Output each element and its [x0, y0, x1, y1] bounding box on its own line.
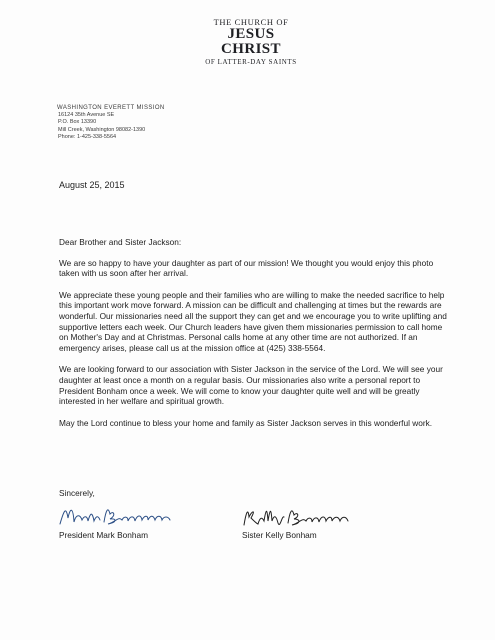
logo-line-3: OF LATTER-DAY SAINTS — [205, 58, 297, 66]
signature-kelly-bonham-graphic — [240, 503, 360, 529]
logo-line-2: JESUS CHRIST — [221, 26, 281, 57]
mission-phone: Phone: 1-425-338-5564 — [58, 133, 117, 140]
paragraph: We are looking forward to our association with Sister Jackson in the service of the Lord. We will see your daughter at least once a month on a regular basis. Our missionaries also write a personal report to President Bonham once a week. We will come to know your daughter quite well and will be greatly interested in her welfare and spiritual growth. — [59, 364, 443, 407]
salutation: Dear Brother and Sister Jackson: — [59, 237, 182, 247]
mission-name: WASHINGTON EVERETT MISSION — [57, 105, 165, 111]
paragraph: We appreciate these young people and their families who are willing to make the needed sacrifice to help this important work move forward. A mission can be difficult and challenging at times but the rewards are wonderful. Our missionaries need all the support they can get and we encourage you to write uplifting and supportive letters each week. Our Church leaders have given them missionaries permission to call home on Mother's Day and at Christmas. Personal calls home at any other time are not authorized. If an emergency arises, please call us at the mission office at (425) 338-5564. — [59, 289, 447, 353]
church-logo — [196, 17, 306, 67]
paragraph: We are so happy to have your daughter as part of our mission! We thought you would enjoy this photo taken with us soon after her arrival. — [59, 257, 434, 279]
signer-name-kelly: Sister Kelly Bonham — [242, 530, 317, 540]
logo-line-1: THE CHURCH OF — [213, 17, 289, 27]
mission-street: 16124 35th Avenue SE — [58, 112, 115, 119]
signer-name-mark: President Mark Bonham — [59, 530, 149, 540]
letter-body — [59, 237, 449, 428]
signature-mark-bonham — [58, 502, 178, 528]
signature-mark-bonham-graphic — [58, 502, 178, 528]
letter-date: August 25, 2015 — [59, 180, 125, 190]
closing: Sincerely, — [59, 488, 95, 498]
paragraph: May the Lord continue to bless your home and family as Sister Jackson serves in this wonderful work. — [59, 417, 433, 428]
mission-city: Mill Creek, Washington 98082-1390 — [58, 126, 146, 133]
mission-address — [57, 105, 165, 141]
mission-po-box: P.O. Box 13390 — [58, 119, 97, 126]
signature-kelly-bonham — [240, 503, 360, 529]
